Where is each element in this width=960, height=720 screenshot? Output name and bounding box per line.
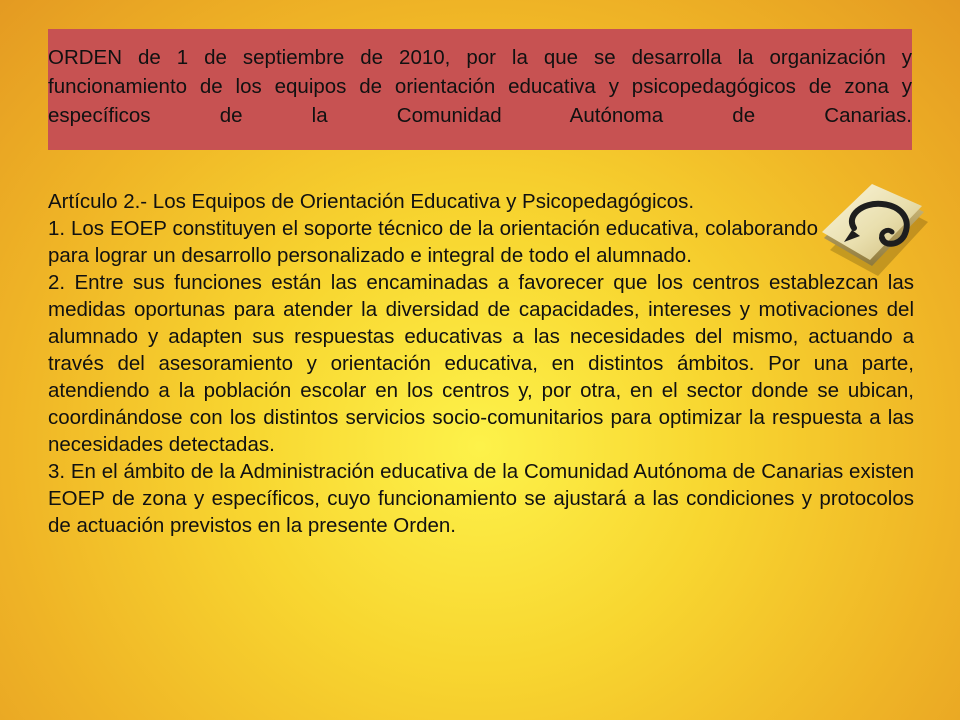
article-body [48, 188, 914, 539]
article-paragraph-3: 3. En el ámbito de la Administración educativa de la Comunidad Autónoma de Canarias existen EOEP de zona y específicos, cuyo funcionamiento se ajustará a las condiciones y protocolos de actuación previstos en la presente Orden. [48, 460, 914, 537]
article-paragraph-2: 2. Entre sus funciones están las encaminadas a favorecer que los centros establezcan las medidas oportunas para atender la diversidad de capacidades, intereses y motivaciones del alumnado y adapten sus respuestas educativas a las necesidades del mismo, actuando a través del asesoramiento y orientación educativa, en distintos ámbitos. Por una parte, atendiendo a la población escolar en los centros y, por otra, en el sector donde se ubican, coordinándose con los distintos servicios socio-comunitarios para optimizar la respuesta a las necesidades detectadas. [48, 271, 914, 456]
title-banner [48, 29, 912, 150]
article-paragraph-1: 1. Los EOEP constituyen el soporte técnico de la orientación educativa, colaborando para lograr un desarrollo personalizado e integral de todo el alumnado. [48, 217, 818, 267]
article-heading: Artículo 2.- Los Equipos de Orientación Educativa y Psicopedagógicos. [48, 190, 695, 213]
title-text: ORDEN de 1 de septiembre de 2010, por la que se desarrolla la organización y funcionamiento de los equipos de orientación educativa y psicopedagógicos de zona y específicos de la Comunidad Autónoma de Canarias. [48, 46, 912, 127]
